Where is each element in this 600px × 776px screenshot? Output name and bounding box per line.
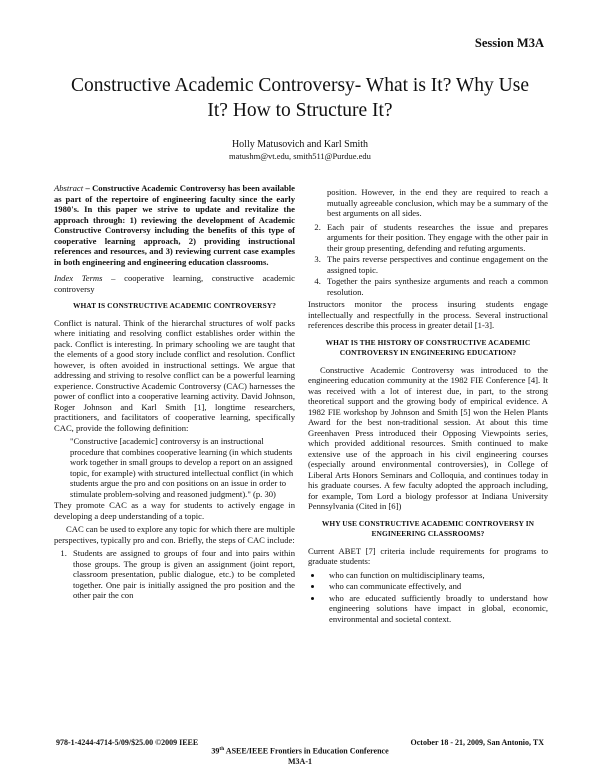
authors: Holly Matusovich and Karl Smith: [231, 139, 369, 150]
index-terms: [54, 273, 295, 294]
session-label: Session M3A: [474, 36, 544, 50]
paragraph: CAC can be used to explore any topic for which there are multiple perspectives, typically pro and con. Briefly, the steps of CAC include:: [54, 524, 295, 545]
conference-number: 39: [211, 746, 220, 756]
list-item-continuation: position. However, in the end they are required to reach a mutually agreeable conclusion, which may be a summary of the best arguments on all sides.: [327, 187, 548, 218]
list-item: 2. Each pair of students researches the issue and prepares arguments for their position. They engage with the other pair in their group presenting, defending and refuting arguments.: [323, 222, 548, 254]
paragraph: Current ABET [7] criteria include requirements for programs to graduate students:: [308, 545, 548, 566]
conference-name: ASEE/IEEE Frontiers in Education Conference: [224, 746, 389, 756]
list-item: • who can function on multidisciplinary teams,: [323, 570, 548, 581]
list-item: 4. Together the pairs synthesize arguments and reach a common resolution.: [323, 276, 548, 297]
abstract: [54, 183, 295, 267]
paper-title: Constructive Academic Controversy- What is It? Why Use It? How to Structure It?: [71, 75, 529, 121]
bullet-list: [308, 570, 548, 625]
paragraph: Conflict is natural. Think of the hierarchal structures of wolf packs where initiating and resolving conflict establishes order within the pack. Conflict is interesting. In primary schooling we are taught that the elements of a good story include conflict and resolution. Conflict however, is often avoided in instructional settings. We argue that addressing and striving to resolve conflict can be a powerful learning experience. Constructive Academic Controversy (CAC) harnesses the power of conflict into a cooperative learning activity. David Johnson, Roger Johnson and Karl Smith [1], longtime researchers, practitioners, and facilitators of cooperative learning, specifically CAC, provide the following definition:: [54, 317, 295, 433]
section-heading: WHAT IS CONSTRUCTIVE ACADEMIC CONTROVERSY?: [72, 301, 277, 310]
footer-dates: October 18 - 21, 2009, San Antonio, TX: [410, 738, 544, 747]
list-item: • who can communicate effectively, and: [323, 581, 548, 592]
definition-quote: "Constructive [academic] controversy is an instructional procedure that combines cooperative learning (in which students work together in small groups to develop a report on an assigned topic, for example) with structured intellectual conflict (in which students argue the pro and con positions on an issue in order to stimulate problem-solving and reasoned judgment)." (p. 30): [70, 436, 294, 499]
footer-copyright: 978-1-4244-4714-5/09/$25.00 ©2009 IEEE: [56, 738, 199, 747]
footer-conference: [0, 746, 600, 756]
list-item: 3. The pairs reverse perspectives and continue engagement on the assigned topic.: [323, 254, 548, 275]
paragraph: Instructors monitor the process insuring students engage intellectually and respectfully in the process. Several instructional references describe this process in greater detail [1-3].: [308, 299, 548, 330]
conference-ordinal: th: [219, 746, 225, 752]
list-item: • who are educated sufficiently broadly to understand how engineering solutions have impact in global, economic, environmental and societal context.: [323, 593, 548, 625]
index-terms-text: – cooperative learning, constructive academic controversy: [54, 273, 295, 294]
steps-list: [54, 548, 295, 601]
page-number: M3A-1: [288, 757, 312, 766]
abstract-label: Abstract: [54, 183, 84, 193]
abstract-text: – Constructive Academic Controversy has been available as part of the repertoire of engineering faculty since the early 1980's. In this paper we strive to update and revitalize the approach through: 1) reviewing the development of Academic Constructive Controversy including the benefits of this type of cooperative learning approach, 2) providing instructional references and resources, and 3) reviewing current case examples in both engineering and engineering education classrooms.: [54, 183, 295, 267]
steps-list: [308, 222, 548, 298]
paragraph: They promote CAC as a way for students to actively engage in developing a deep understanding of a topic.: [54, 500, 295, 521]
index-terms-label: Index Terms: [54, 273, 103, 283]
list-item: 1. Students are assigned to groups of four and into pairs within those groups. The group is given an assignment (joint report, classroom presentation, public dialogue, etc.) to be completed together. One pair is initially assigned the pro position and the other pair the con: [69, 548, 295, 601]
section-heading: WHAT IS THE HISTORY OF CONSTRUCTIVE ACADEMIC CONTROVERSY IN ENGINEERING EDUCATION?: [325, 337, 531, 357]
section-heading: WHY USE CONSTRUCTIVE ACADEMIC CONTROVERSY IN ENGINEERING CLASSROOMS?: [321, 518, 535, 538]
paragraph: Constructive Academic Controversy was introduced to the engineering education community at the 1982 FIE Conference [4]. It was received with a lot of interest due, in part, to the strong theoretical support and the growing body of empirical evidence. A 1982 FIE workshop by Johnson and Smith [5] won the Helen Plants Award for the best non-traditional session. At about this time Greenhaven Press introduced their Opposing Viewpoints series, which provided additional resources. Smith continued to make extensive use of the approach in his civil engineering courses (especially around environmental controversies), in College of Liberal Arts Honors Seminars and Colloquia, and continues today in his graduate courses. A few faculty adopted the approach including, for example, Tom Lord a biology professor at Indiana University Pennsylvania (Cited in [6]): [308, 364, 548, 511]
right-column: [308, 187, 548, 626]
author-emails: matushm@vt.edu, smith511@Purdue.edu: [229, 151, 371, 161]
left-column: [54, 183, 295, 603]
